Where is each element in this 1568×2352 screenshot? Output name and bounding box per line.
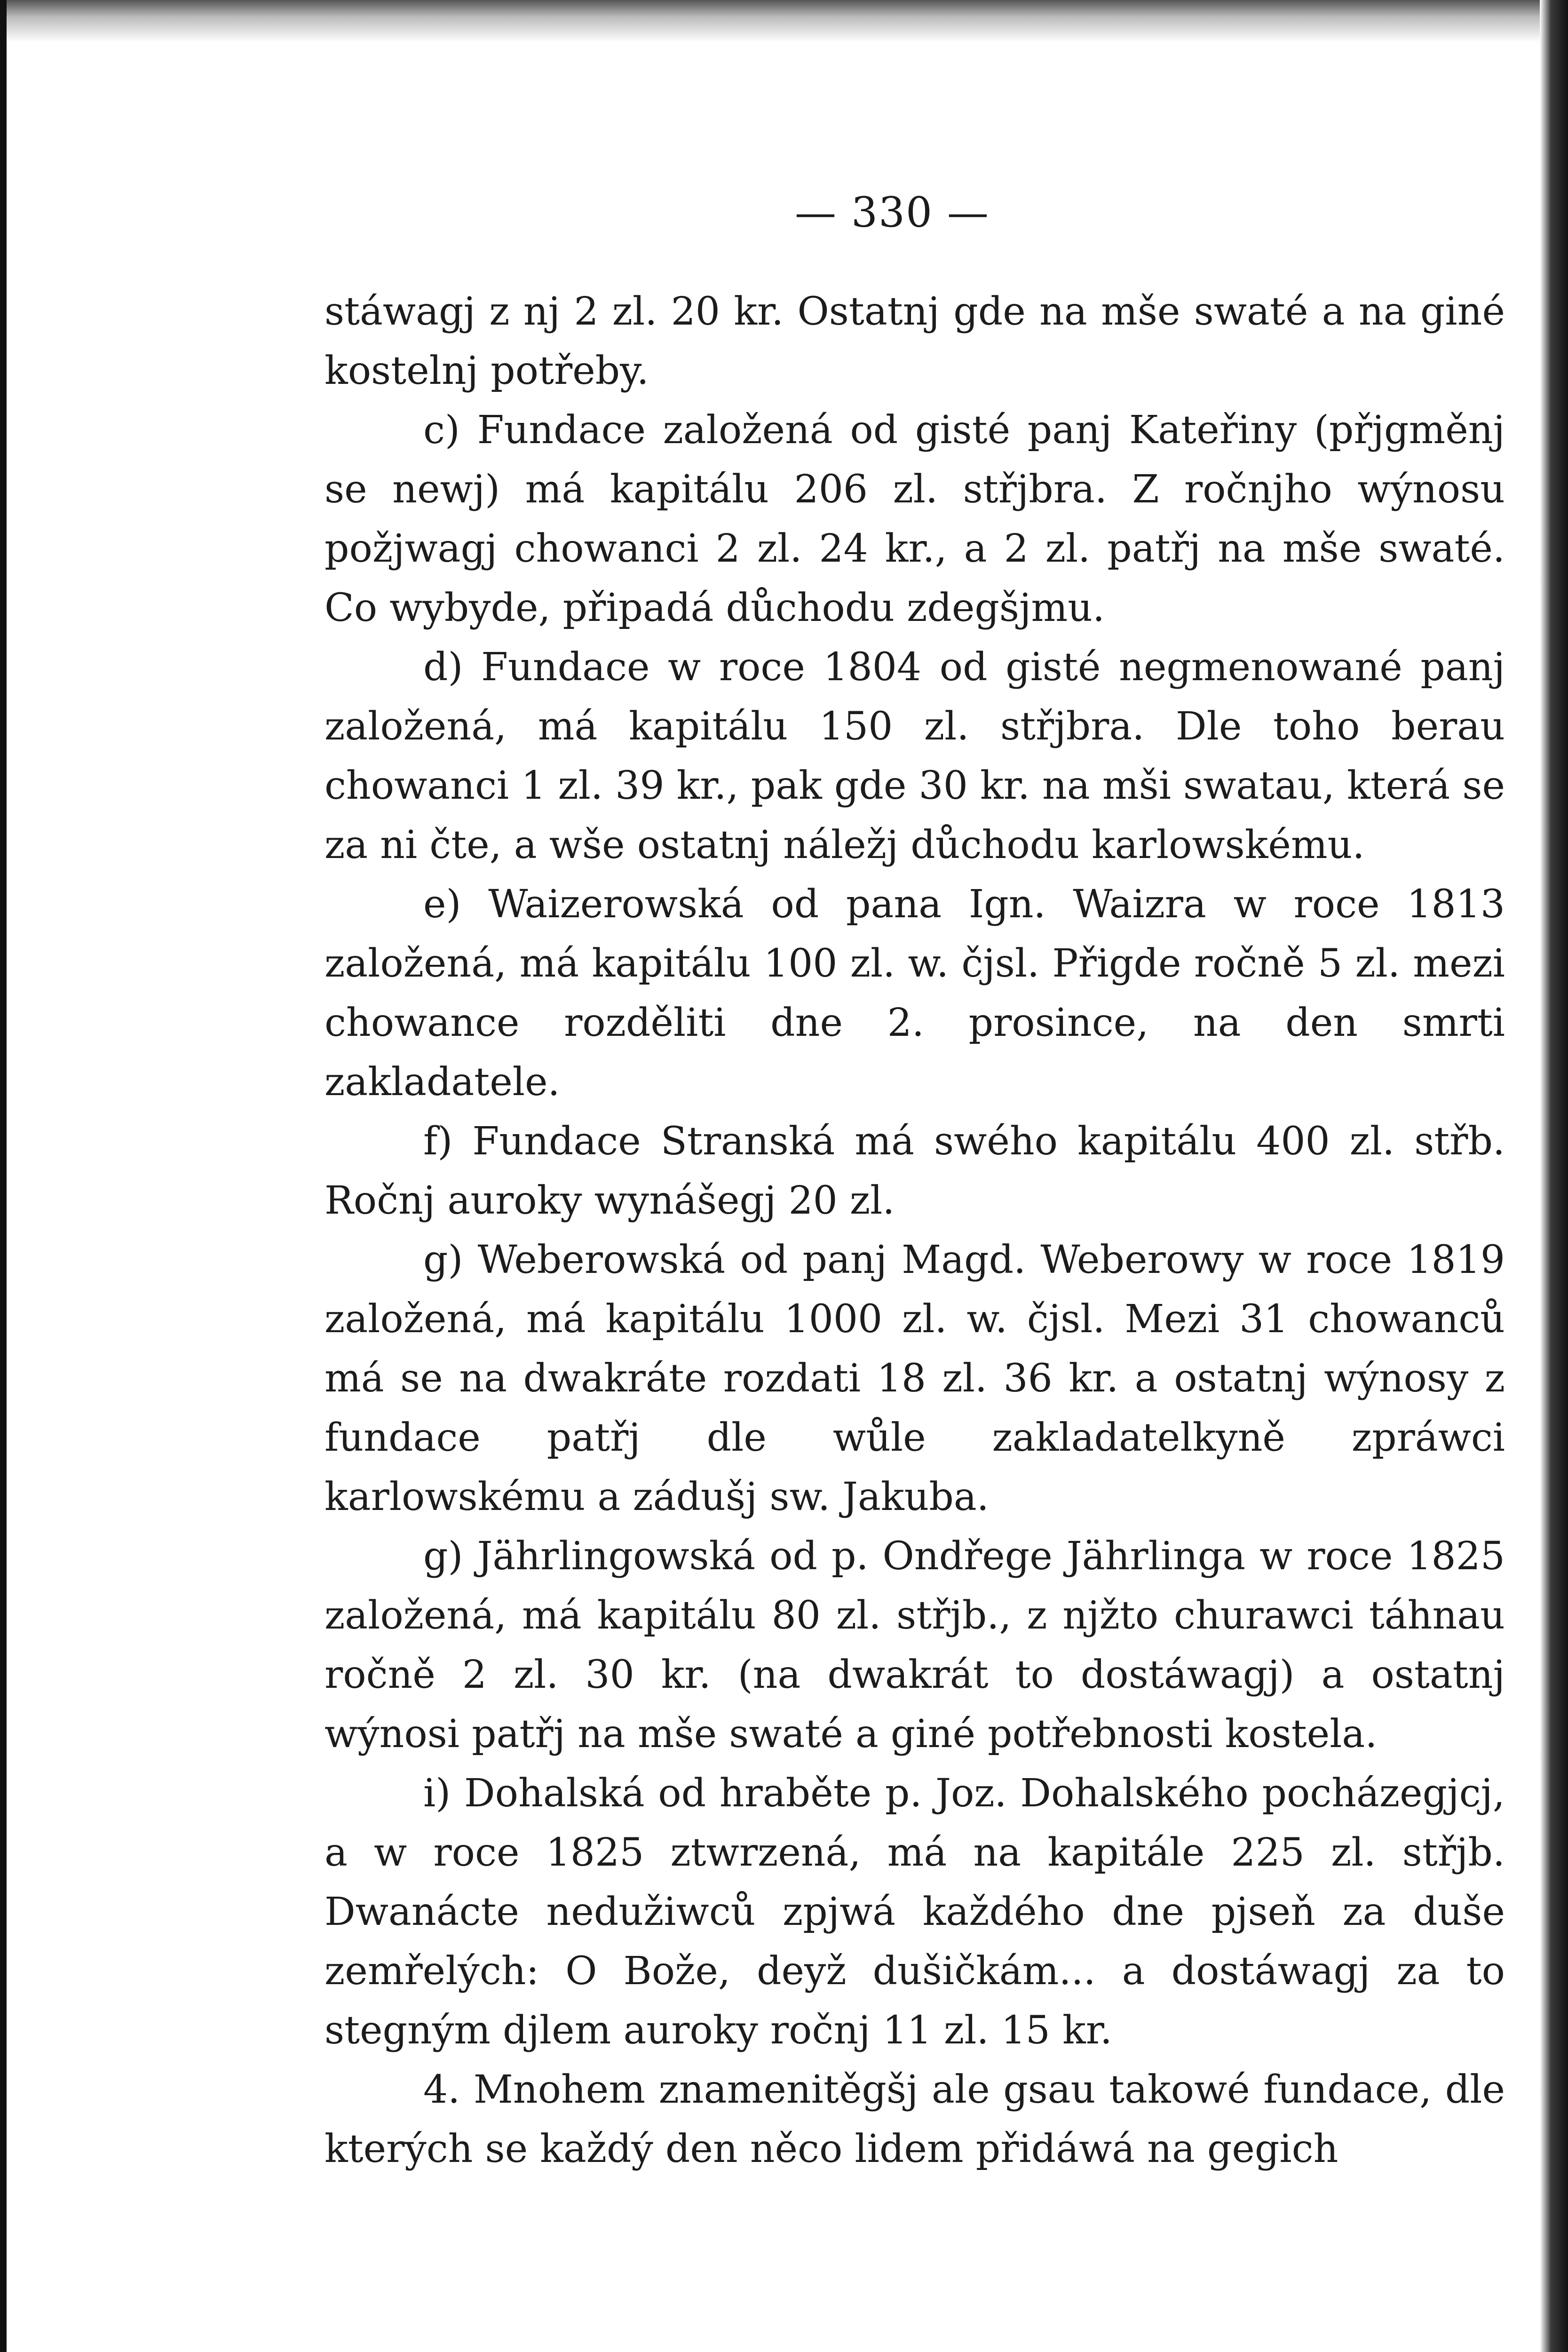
paragraph-fundace-c: c) Fundace založená od gisté panj Kateřiny (přjgměnj se newj) má kapitálu 206 zl. střjbra. Z ročnjho wýnosu požjwagj chowanci 2 zl. 24 kr., a 2 zl. patřj na mše swaté. Co wybyde, připadá důchodu zdegšjmu. [325, 408, 1505, 630]
page-left-edge [0, 0, 7, 2352]
page-top-shadow [0, 0, 1568, 42]
page-right-edge [1540, 0, 1568, 2352]
paragraph-fundace-g-jahrling: g) Jährlingowská od p. Ondřege Jährlinga w roce 1825 založená, má kapitálu 80 zl. střjb., z njžto churawci táhnau ročně 2 zl. 30 kr. (na dwakrát to dostáwagj) a ostatnj wýnosi patřj na mše swaté a giné potřebnosti kostela. [325, 1534, 1505, 1756]
paragraph-fundace-d: d) Fundace w roce 1804 od gisté negmenowané panj založená, má kapitálu 150 zl. střjbra. Dle toho berau chowanci 1 zl. 39 kr., pak gde 30 kr. na mši swatau, která se za ni čte, a wše ostatnj náležj důchodu karlowskému. [325, 645, 1505, 867]
paragraph-continuation: stáwagj z nj 2 zl. 20 kr. Ostatnj gde na mše swaté a na giné kostelnj potřeby. [325, 289, 1505, 393]
body-text [325, 282, 1505, 2179]
paragraph-fundace-f: f) Fundace Stranská má swého kapitálu 400 zl. střb. Ročnj auroky wynášegj 20 zl. [325, 1119, 1505, 1223]
paragraph-section-4: 4. Mnohem znamenitěgšj ale gsau takowé fundace, dle kterých se každý den něco lidem přidáwá na gegich [325, 2067, 1505, 2171]
paragraph-fundace-g-weber: g) Weberowská od panj Magd. Weberowy w roce 1819 založená, má kapitálu 1000 zl. w. čjsl. Mezi 31 chowanců má se na dwakráte rozdati 18 zl. 36 kr. a ostatnj wýnosy z fundace patřj dle wůle zakladatelkyně zpráwci karlowskému a zádušj sw. Jakuba. [325, 1238, 1505, 1519]
page-number: — 330 — [795, 188, 990, 237]
paragraph-fundace-i: i) Dohalská od hraběte p. Joz. Dohalského pocházegjcj, a w roce 1825 ztwrzená, má na kapitále 225 zl. střjb. Dwanácte nedužiwců zpjwá každého dne pjseň za duše zemřelých: O Bože, deyž dušičkám... a dostáwagj za to stegným djlem auroky ročnj 11 zl. 15 kr. [325, 1771, 1505, 2053]
paragraph-fundace-e: e) Waizerowská od pana Ign. Waizra w roce 1813 založená, má kapitálu 100 zl. w. čjsl. Přigde ročně 5 zl. mezi chowance rozděliti dne 2. prosince, na den smrti zakladatele. [325, 882, 1505, 1104]
